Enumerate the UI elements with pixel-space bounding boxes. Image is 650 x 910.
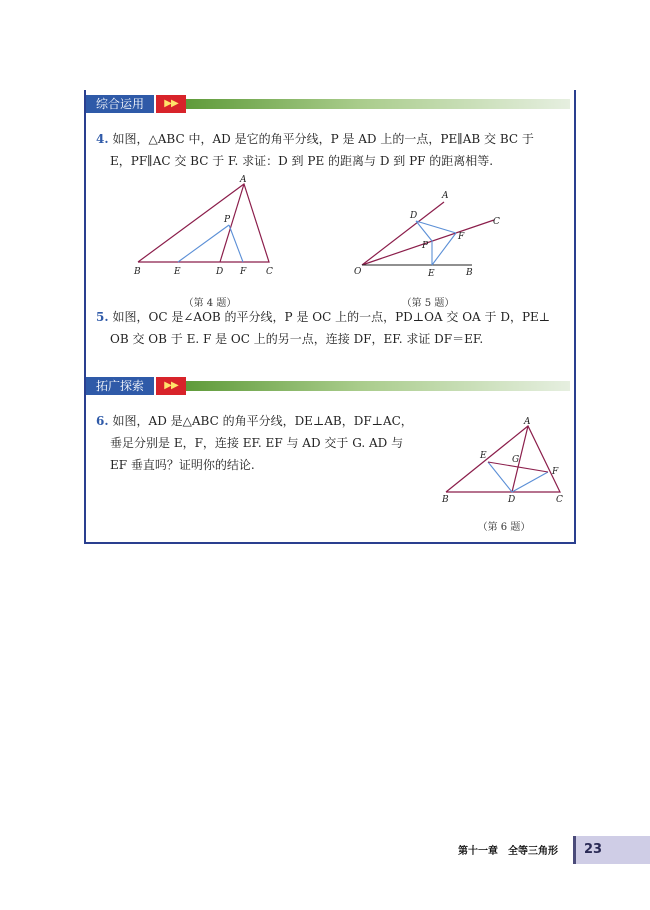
- chapter-title: 第十一章 全等三角形: [458, 846, 558, 857]
- label-p: P: [422, 241, 429, 251]
- label-o: O: [354, 267, 362, 277]
- double-arrow-icon: ▶▶: [156, 95, 186, 113]
- section-header-explore: [86, 377, 572, 395]
- section-divider: [186, 381, 570, 391]
- label-b: B: [466, 268, 473, 278]
- triangle-abc: [446, 426, 560, 492]
- label-d: D: [216, 267, 224, 277]
- problem-4: [96, 128, 566, 172]
- problem-5: [96, 306, 566, 350]
- problem-text-line: E，PF∥AC 交 BC 于 F. 求证：D 到 PE 的距离与 D 到 PF 的距离相等.: [110, 154, 494, 168]
- problem-text-line: 如图，OC 是∠AOB 的平分线，P 是 OC 上的一点，PD⊥OA 交 OA 于 D，PE⊥: [112, 310, 551, 324]
- segment-ef: [432, 233, 456, 265]
- label-a: A: [524, 417, 531, 427]
- section-divider: [186, 99, 570, 109]
- label-p: P: [224, 215, 231, 225]
- label-f: F: [240, 267, 247, 277]
- label-a: A: [442, 191, 449, 201]
- segment-pd: [416, 221, 432, 241]
- problem-text-line: 如图，AD 是△ABC 的角平分线，DE⊥AB，DF⊥AC，: [112, 414, 413, 428]
- page-number: 23: [576, 836, 650, 864]
- problem-number: 6.: [96, 414, 109, 428]
- label-e: E: [174, 267, 181, 277]
- label-b: B: [442, 495, 449, 505]
- problem-number: 5.: [96, 310, 109, 324]
- problem-6: [96, 410, 436, 476]
- segment-df: [512, 472, 548, 492]
- label-d: D: [410, 211, 418, 221]
- figure-5: [348, 186, 508, 280]
- section-header-apply: [86, 95, 572, 113]
- label-a: A: [240, 175, 247, 185]
- problem-text-line: EF 垂直吗？证明你的结论.: [110, 458, 255, 472]
- section-label: 拓广探索: [86, 377, 154, 395]
- label-e: E: [480, 451, 487, 461]
- label-c: C: [556, 495, 563, 505]
- label-c: C: [266, 267, 273, 277]
- problem-text-line: 垂足分别是 E，F，连接 EF. EF 与 AD 交于 G. AD 与: [110, 436, 404, 450]
- figure-4: [128, 172, 288, 278]
- segment-pf: [229, 225, 243, 262]
- figure-6-caption: （第 6 题）: [477, 522, 531, 533]
- segment-de: [488, 462, 512, 492]
- label-g: G: [512, 455, 520, 465]
- problem-number: 4.: [96, 132, 109, 146]
- double-arrow-icon: ▶▶: [156, 377, 186, 395]
- triangle-abc: [138, 184, 269, 262]
- label-f: F: [552, 467, 559, 477]
- figure-4-caption: （第 4 题）: [183, 298, 237, 309]
- label-e: E: [428, 269, 435, 279]
- problem-text-line: OB 交 OB 于 E. F 是 OC 上的另一点，连接 DF，EF. 求证 DF＝EF.: [110, 332, 484, 346]
- figure-6: [438, 414, 568, 506]
- segment-df: [416, 221, 456, 233]
- label-c: C: [493, 217, 500, 227]
- figure-5-caption: （第 5 题）: [401, 298, 455, 309]
- label-b: B: [134, 267, 141, 277]
- problem-text-line: 如图，△ABC 中，AD 是它的角平分线，P 是 AD 上的一点，PE∥AB 交 BC 于: [112, 132, 534, 146]
- section-label: 综合运用: [86, 95, 154, 113]
- label-f: F: [458, 232, 465, 242]
- label-d: D: [508, 495, 516, 505]
